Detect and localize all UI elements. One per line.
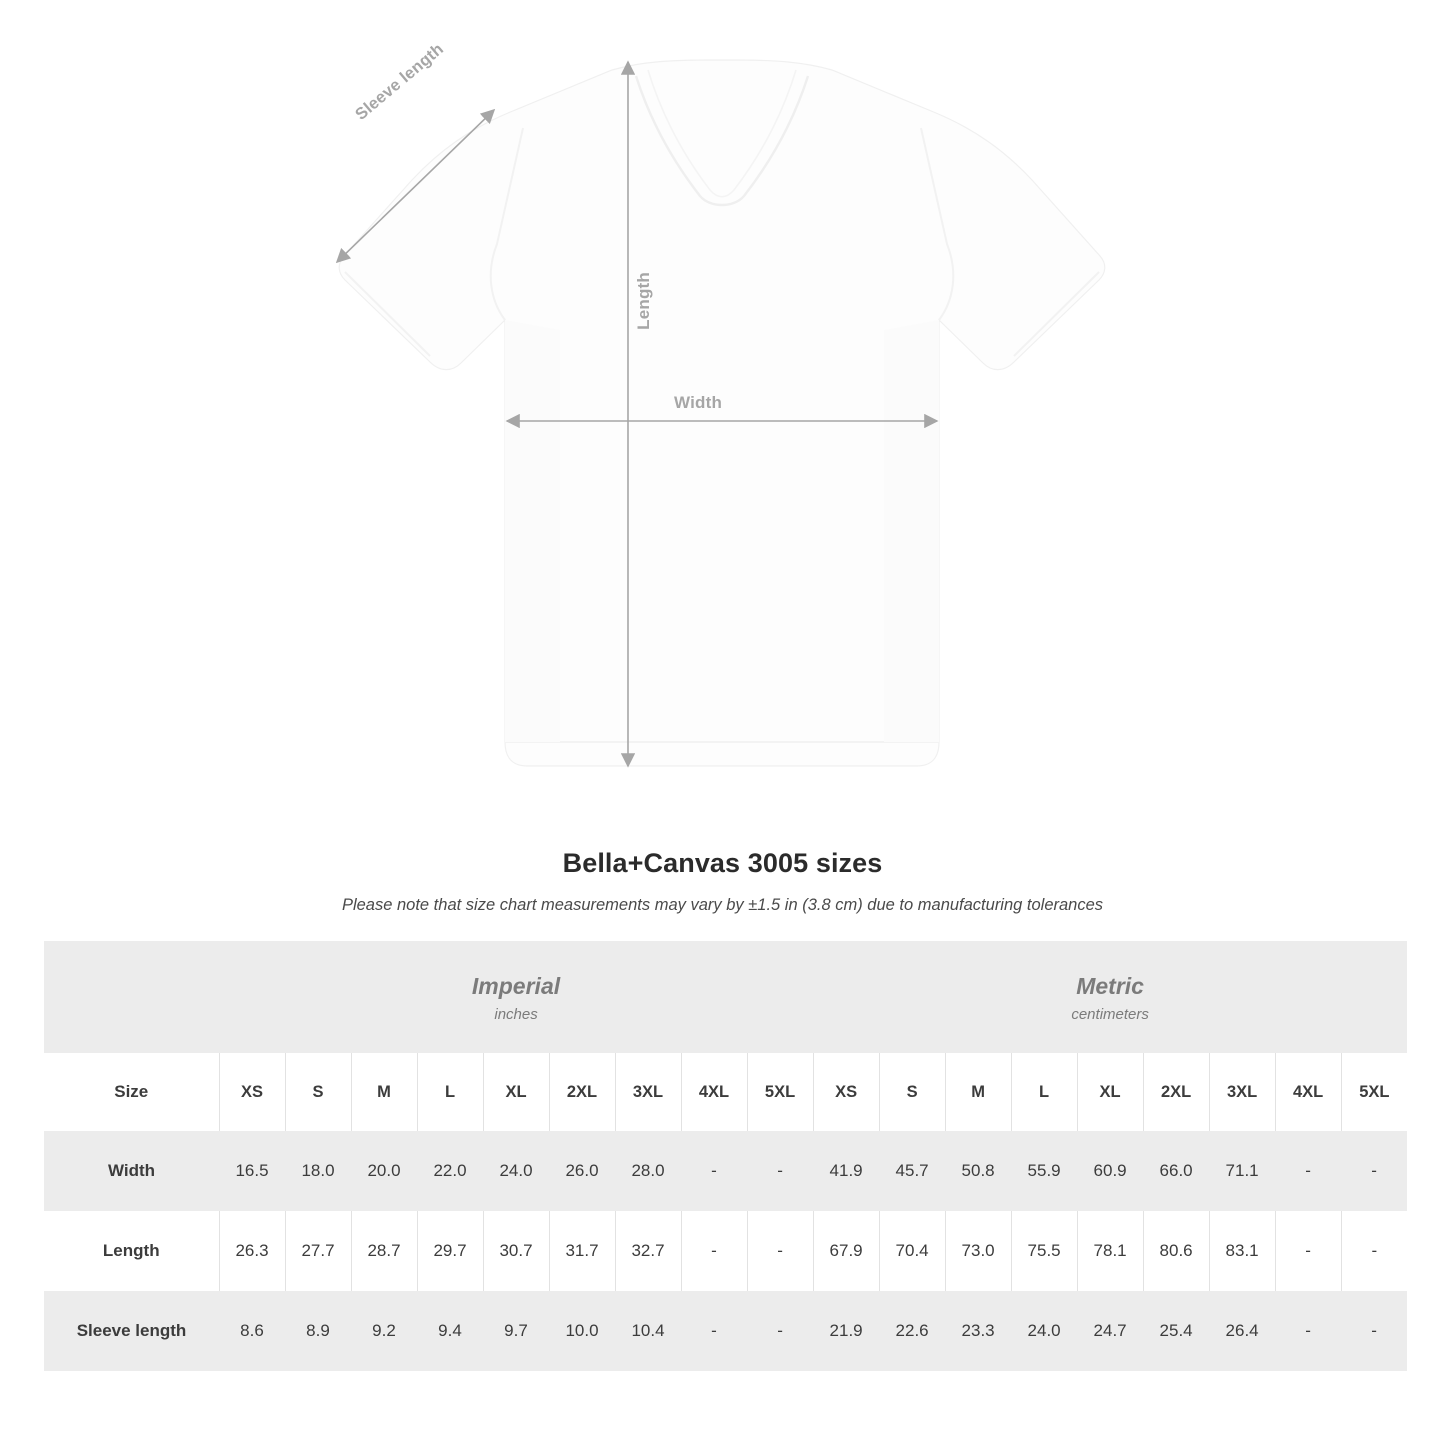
- cell-length-metric-4xl: -: [1275, 1211, 1341, 1291]
- cell-width-metric-2xl: 66.0: [1143, 1131, 1209, 1211]
- size-header-imperial-4xl: 4XL: [681, 1053, 747, 1131]
- size-header-imperial-5xl: 5XL: [747, 1053, 813, 1131]
- cell-sleeve-imperial-5xl: -: [747, 1291, 813, 1371]
- row-label-length: Length: [44, 1211, 219, 1291]
- table-row: [44, 1131, 1407, 1211]
- size-header-metric-xs: XS: [813, 1053, 879, 1131]
- cell-length-imperial-4xl: -: [681, 1211, 747, 1291]
- cell-width-metric-l: 55.9: [1011, 1131, 1077, 1211]
- sleeve-length-label: Sleeve length: [352, 39, 448, 124]
- cell-width-imperial-m: 20.0: [351, 1131, 417, 1211]
- size-header-metric-xl: XL: [1077, 1053, 1143, 1131]
- cell-length-imperial-5xl: -: [747, 1211, 813, 1291]
- cell-sleeve-imperial-3xl: 10.4: [615, 1291, 681, 1371]
- cell-length-metric-m: 73.0: [945, 1211, 1011, 1291]
- cell-length-imperial-xl: 30.7: [483, 1211, 549, 1291]
- cell-length-imperial-xs: 26.3: [219, 1211, 285, 1291]
- size-header-imperial-m: M: [351, 1053, 417, 1131]
- cell-width-metric-m: 50.8: [945, 1131, 1011, 1211]
- cell-sleeve-imperial-4xl: -: [681, 1291, 747, 1371]
- size-header-metric-2xl: 2XL: [1143, 1053, 1209, 1131]
- cell-length-imperial-2xl: 31.7: [549, 1211, 615, 1291]
- size-header-row: [44, 1053, 1407, 1131]
- cell-length-metric-5xl: -: [1341, 1211, 1407, 1291]
- cell-sleeve-metric-3xl: 26.4: [1209, 1291, 1275, 1371]
- size-header-metric-3xl: 3XL: [1209, 1053, 1275, 1131]
- row-label-sleeve-length: Sleeve length: [44, 1291, 219, 1371]
- cell-length-imperial-l: 29.7: [417, 1211, 483, 1291]
- size-header-imperial-3xl: 3XL: [615, 1053, 681, 1131]
- unit-group-imperial: [219, 941, 813, 1053]
- cell-sleeve-imperial-2xl: 10.0: [549, 1291, 615, 1371]
- cell-length-imperial-s: 27.7: [285, 1211, 351, 1291]
- unit-group-metric: [813, 941, 1407, 1053]
- unit-group-metric-sub: centimeters: [1071, 1006, 1149, 1024]
- cell-sleeve-imperial-s: 8.9: [285, 1291, 351, 1371]
- page-title: Bella+Canvas 3005 sizes: [562, 848, 883, 878]
- cell-sleeve-imperial-xl: 9.7: [483, 1291, 549, 1371]
- table-row: [44, 1211, 1407, 1291]
- cell-sleeve-metric-5xl: -: [1341, 1291, 1407, 1371]
- cell-width-metric-xs: 41.9: [813, 1131, 879, 1211]
- row-label-width: Width: [44, 1131, 219, 1211]
- size-header-imperial-xs: XS: [219, 1053, 285, 1131]
- cell-width-imperial-2xl: 26.0: [549, 1131, 615, 1211]
- cell-sleeve-metric-m: 23.3: [945, 1291, 1011, 1371]
- cell-width-metric-xl: 60.9: [1077, 1131, 1143, 1211]
- cell-width-imperial-xl: 24.0: [483, 1131, 549, 1211]
- size-header-metric-5xl: 5XL: [1341, 1053, 1407, 1131]
- cell-sleeve-metric-2xl: 25.4: [1143, 1291, 1209, 1371]
- cell-sleeve-metric-4xl: -: [1275, 1291, 1341, 1371]
- width-label: Width: [674, 393, 723, 412]
- cell-length-imperial-m: 28.7: [351, 1211, 417, 1291]
- size-header-imperial-2xl: 2XL: [549, 1053, 615, 1131]
- cell-length-metric-xl: 78.1: [1077, 1211, 1143, 1291]
- size-header-imperial-xl: XL: [483, 1053, 549, 1131]
- cell-width-metric-4xl: -: [1275, 1131, 1341, 1211]
- cell-width-imperial-l: 22.0: [417, 1131, 483, 1211]
- cell-sleeve-imperial-xs: 8.6: [219, 1291, 285, 1371]
- cell-sleeve-imperial-m: 9.2: [351, 1291, 417, 1371]
- cell-width-metric-5xl: -: [1341, 1131, 1407, 1211]
- cell-width-metric-3xl: 71.1: [1209, 1131, 1275, 1211]
- title-block: [0, 848, 1445, 915]
- size-header-metric-s: S: [879, 1053, 945, 1131]
- size-header-metric-m: M: [945, 1053, 1011, 1131]
- unit-group-metric-name: Metric: [1076, 972, 1144, 999]
- cell-length-metric-2xl: 80.6: [1143, 1211, 1209, 1291]
- size-header-imperial-l: L: [417, 1053, 483, 1131]
- unit-header-spacer: [44, 941, 219, 1053]
- unit-header-row: [44, 941, 1407, 1053]
- cell-width-imperial-4xl: -: [681, 1131, 747, 1211]
- cell-width-imperial-5xl: -: [747, 1131, 813, 1211]
- cell-length-metric-3xl: 83.1: [1209, 1211, 1275, 1291]
- size-chart-table: [44, 941, 1407, 1371]
- cell-width-metric-s: 45.7: [879, 1131, 945, 1211]
- size-header-metric-l: L: [1011, 1053, 1077, 1131]
- size-header-imperial-s: S: [285, 1053, 351, 1131]
- tolerance-note: Please note that size chart measurements may vary by ±1.5 in (3.8 cm) due to manufacturing tolerances: [341, 896, 1104, 914]
- cell-width-imperial-xs: 16.5: [219, 1131, 285, 1211]
- cell-length-metric-l: 75.5: [1011, 1211, 1077, 1291]
- cell-width-imperial-s: 18.0: [285, 1131, 351, 1211]
- size-header-label: Size: [44, 1053, 219, 1131]
- unit-group-imperial-name: Imperial: [471, 972, 561, 999]
- cell-length-metric-xs: 67.9: [813, 1211, 879, 1291]
- cell-sleeve-metric-xs: 21.9: [813, 1291, 879, 1371]
- cell-sleeve-metric-xl: 24.7: [1077, 1291, 1143, 1371]
- cell-sleeve-imperial-l: 9.4: [417, 1291, 483, 1371]
- cell-sleeve-metric-l: 24.0: [1011, 1291, 1077, 1371]
- table-row: [44, 1291, 1407, 1371]
- length-label: Length: [634, 272, 653, 330]
- shirt-body: [339, 60, 1105, 766]
- size-chart-table-wrap: [44, 941, 1401, 1371]
- cell-width-imperial-3xl: 28.0: [615, 1131, 681, 1211]
- cell-length-metric-s: 70.4: [879, 1211, 945, 1291]
- unit-group-imperial-sub: inches: [494, 1006, 538, 1024]
- cell-sleeve-metric-s: 22.6: [879, 1291, 945, 1371]
- size-header-metric-4xl: 4XL: [1275, 1053, 1341, 1131]
- cell-length-imperial-3xl: 32.7: [615, 1211, 681, 1291]
